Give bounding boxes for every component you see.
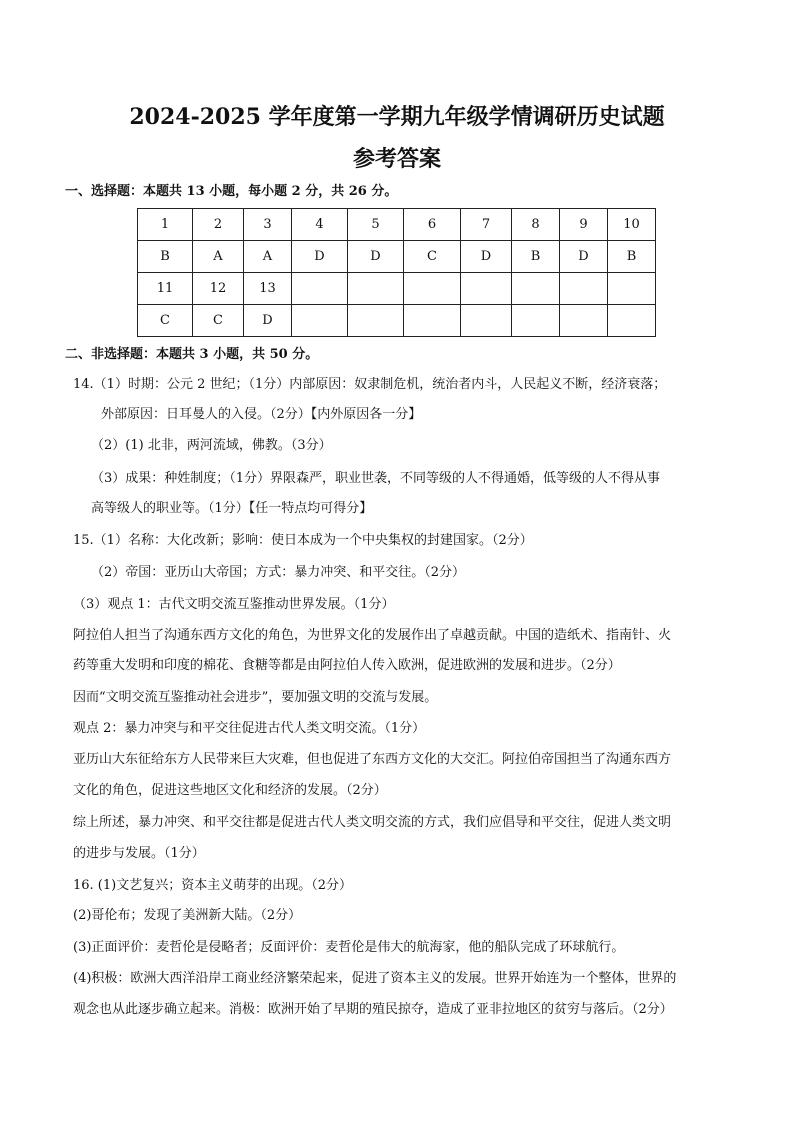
answer-line: (3)正面评价：麦哲伦是侵略者；反面评价：麦哲伦是伟大的航海家，他的船队完成了环球航行。	[73, 940, 625, 955]
answer-line: 16. (1)文艺复兴；资本主义萌芽的出现。（2分）	[73, 878, 352, 893]
table-cell: 10	[608, 209, 656, 241]
table-cell	[404, 305, 461, 337]
table-cell: 6	[404, 209, 461, 241]
table-cell: C	[138, 305, 193, 337]
answer-line: 的进步与发展。（1分）	[73, 846, 205, 861]
answer-line: （3）成果：种姓制度；（1分）界限森严，职业世袭，不同等级的人不得通婚，低等级的人不得从事	[91, 471, 661, 486]
table-cell: D	[461, 241, 512, 273]
table-cell: A	[244, 241, 292, 273]
table-cell: D	[292, 241, 348, 273]
table-cell	[608, 273, 656, 305]
answer-line: 文化的角色，促进这些地区文化和经济的发展。（2分）	[73, 783, 387, 798]
table-cell: B	[512, 241, 560, 273]
table-cell	[512, 273, 560, 305]
answer-table	[137, 208, 656, 337]
table-cell	[292, 305, 348, 337]
page-subtitle: 参考答案	[352, 146, 441, 172]
table-row	[138, 273, 656, 305]
table-cell: 8	[512, 209, 560, 241]
table-cell: C	[404, 241, 461, 273]
answer-line: 因而“文明交流互鉴推动社会进步”，要加强文明的交流与发展。	[73, 690, 438, 705]
table-cell: A	[193, 241, 244, 273]
table-cell: D	[244, 305, 292, 337]
answer-line: 高等级人的职业等。（1分）【任一特点均可得分】	[91, 501, 373, 516]
table-row	[138, 305, 656, 337]
table-cell	[560, 305, 608, 337]
table-cell: 2	[193, 209, 244, 241]
table-cell: 13	[244, 273, 292, 305]
answer-line: 外部原因：日耳曼人的入侵。（2分）【内外原因各一分】	[101, 407, 422, 422]
answer-line: 综上所述，暴力冲突、和平交往都是促进古代人类文明交流的方式，我们应倡导和平交往，促进人类文明	[73, 815, 672, 830]
answer-line: 阿拉伯人担当了沟通东西方文化的角色，为世界文化的发展作出了卓越贡献。中国的造纸术、指南针、火	[73, 628, 672, 643]
table-cell: 3	[244, 209, 292, 241]
answer-line: 药等重大发明和印度的棉花、食糖等都是由阿拉伯人传入欧洲，促进欧洲的发展和进步。（2分）	[73, 658, 621, 673]
answer-line: 14.（1）时期：公元 2 世纪；（1分）内部原因：奴隶制危机，统治者内斗，人民起义不断，经济衰落；	[73, 377, 667, 392]
table-cell: C	[193, 305, 244, 337]
table-cell	[461, 273, 512, 305]
answer-line: （2）帝国：亚历山大帝国；方式：暴力冲突、和平交往。（2分）	[91, 565, 466, 580]
table-cell: 12	[193, 273, 244, 305]
answer-line: 15.（1）名称：大化改新；影响：使日本成为一个中央集权的封建国家。（2分）	[73, 533, 533, 548]
table-cell	[348, 305, 404, 337]
table-cell: B	[138, 241, 193, 273]
table-cell	[560, 273, 608, 305]
table-cell: 5	[348, 209, 404, 241]
table-cell: D	[560, 241, 608, 273]
answer-line: (2)哥伦布；发现了美洲新大陆。（2分）	[73, 908, 302, 923]
table-cell	[461, 305, 512, 337]
answer-line: （2）(1) 北非，两河流域，佛教。（3分）	[91, 438, 332, 453]
table-cell: 1	[138, 209, 193, 241]
table-cell: 4	[292, 209, 348, 241]
answer-line: 观点 2：暴力冲突与和平交往促进古代人类文明交流。（1分）	[73, 721, 426, 736]
section1-heading: 一、选择题：本题共 13 小题，每小题 2 分，共 26 分。	[65, 184, 398, 199]
table-cell: 11	[138, 273, 193, 305]
table-row	[138, 209, 656, 241]
table-cell	[292, 273, 348, 305]
table-cell: 9	[560, 209, 608, 241]
table-cell	[348, 273, 404, 305]
answer-line: 亚历山大东征给东方人民带来巨大灾难，但也促进了东西方文化的大交汇。阿拉伯帝国担当了沟通东西方	[73, 752, 672, 767]
table-cell: B	[608, 241, 656, 273]
table-cell	[608, 305, 656, 337]
table-cell	[512, 305, 560, 337]
table-cell	[404, 273, 461, 305]
answer-line: (4)积极：欧洲大西洋沿岸工商业经济繁荣起来，促进了资本主义的发展。世界开始连为一个整体，世界的	[73, 971, 677, 986]
table-cell: D	[348, 241, 404, 273]
page-title: 2024-2025 学年度第一学期九年级学情调研历史试题	[129, 104, 665, 130]
section2-heading: 二、非选择题：本题共 3 小题，共 50 分。	[65, 347, 319, 362]
answer-line: 观念也从此逐步确立起来。消极：欧洲开始了早期的殖民掠夺，造成了亚非拉地区的贫穷与落后。（2分）	[73, 1002, 673, 1017]
table-cell: 7	[461, 209, 512, 241]
answer-line: （3）观点 1：古代文明交流互鉴推动世界发展。（1分）	[73, 597, 395, 612]
table-row	[138, 241, 656, 273]
